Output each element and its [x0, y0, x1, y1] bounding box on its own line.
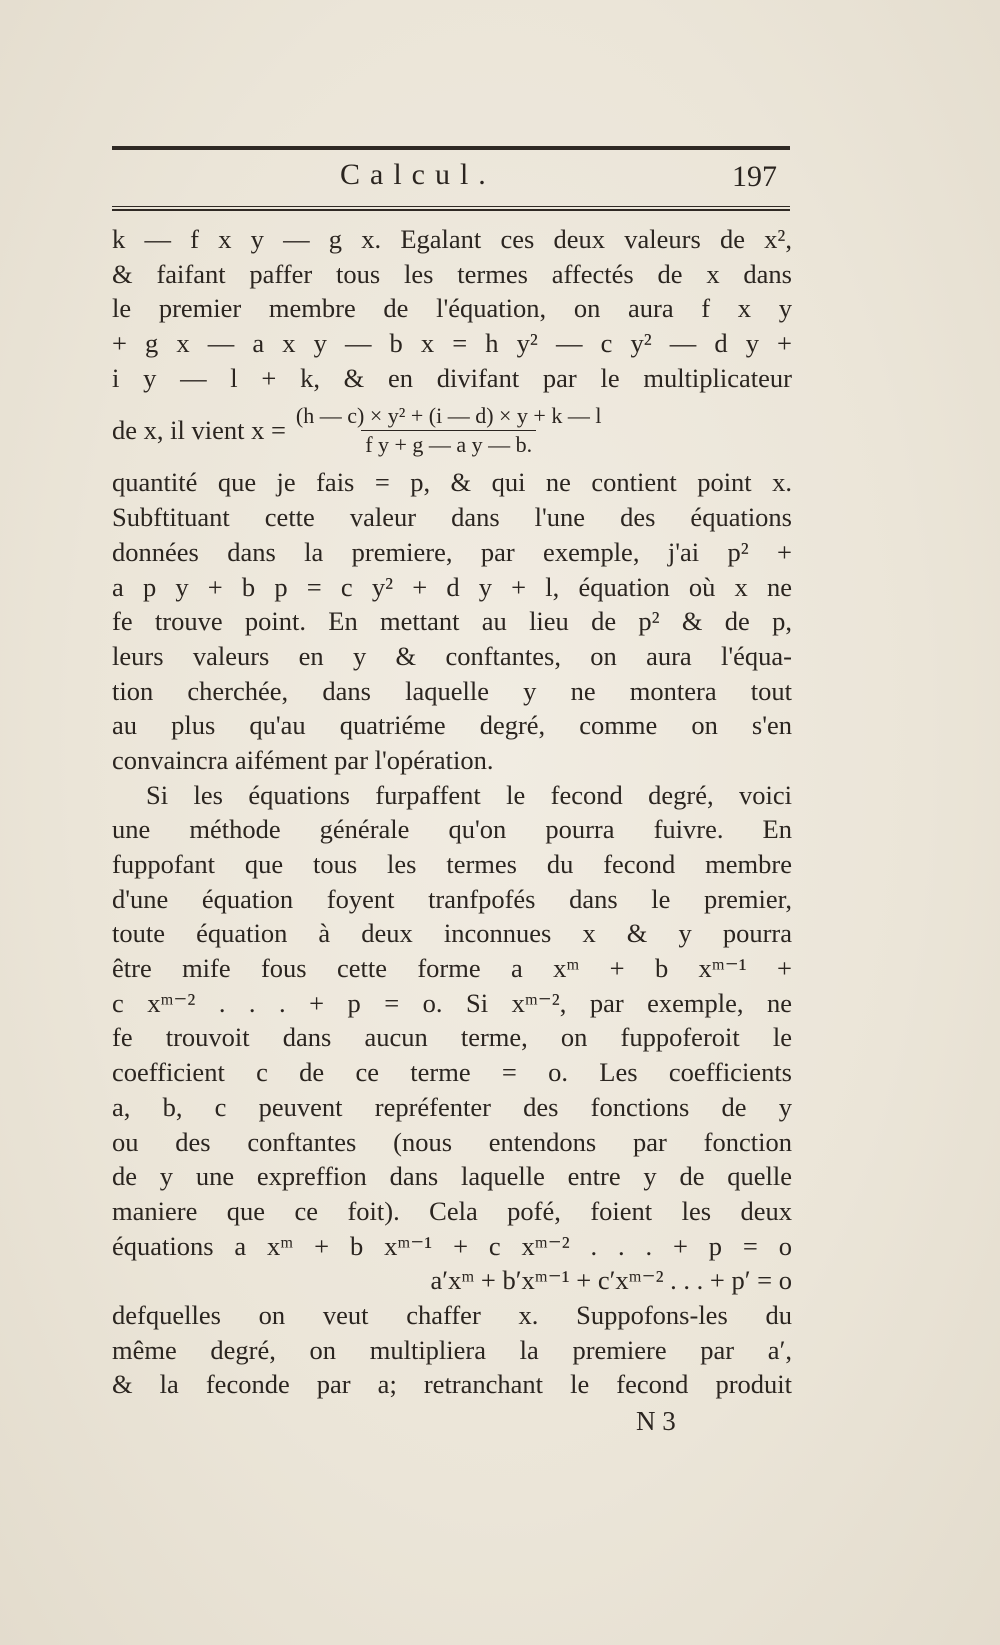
text-line: coefficient c de ce terme = o. Les coefficients — [112, 1057, 792, 1088]
fraction-numerator: (h — c) × y² + (i — d) × y + k — l — [295, 402, 602, 428]
text-line: de y une expreffion dans laquelle entre y de quelle — [112, 1161, 792, 1192]
text-line: même degré, on multipliera la premiere par a′, — [112, 1334, 792, 1365]
text-line: a, b, c peuvent repréfenter des fonctions de y — [112, 1091, 792, 1122]
text-line: d'une équation foyent tranfpofés dans le premier, — [112, 883, 792, 914]
text-line: fe trouvoit dans aucun terme, on fuppoferoit le — [112, 1022, 792, 1053]
text-line: ou des conftantes (nous entendons par fonction — [112, 1126, 792, 1157]
text-line: k — f x y — g x. Egalant ces deux valeurs de x², — [112, 224, 792, 254]
signature-mark: N 3 — [636, 1406, 676, 1436]
page-number: 197 — [732, 160, 777, 193]
text-line: c xᵐ⁻² . . . + p = o. Si xᵐ⁻², par exemple, ne — [112, 987, 792, 1018]
running-head: Calcul. — [340, 158, 496, 191]
text-line: toute équation à deux inconnues x & y pourra — [112, 918, 792, 949]
text-line: a p y + b p = c y² + d y + l, équation où x ne — [112, 571, 792, 602]
fraction-line — [112, 395, 792, 465]
text-line: une méthode générale qu'on pourra fuivre. En — [112, 814, 792, 845]
text-line: le premier membre de l'équation, on aura f x y — [112, 293, 792, 324]
fraction — [292, 402, 606, 459]
header-rule-top — [112, 146, 790, 150]
paragraph-start-line: Si les équations furpaffent le fecond degré, voici — [146, 779, 792, 810]
text-line: & la feconde par a; retranchant le fecond produit — [112, 1369, 792, 1400]
text-line: fe trouve point. En mettant au lieu de p² & de p, — [112, 606, 792, 637]
text-line: être mife fous cette forme a xᵐ + b xᵐ⁻¹ + — [112, 953, 792, 984]
text-line: & faifant paffer tous les termes affectés de x dans — [112, 258, 792, 289]
text-line: maniere que ce foit). Cela pofé, foient les deux — [112, 1195, 792, 1226]
text-line: fuppofant que tous les termes du fecond membre — [112, 849, 792, 879]
text-line: defquelles on veut chaffer x. Suppofons-les du — [112, 1299, 792, 1330]
text-line: au plus qu'au quatriéme degré, comme on s'en — [112, 710, 792, 741]
fraction-denominator: f y + g — a y — b. — [361, 430, 536, 459]
equation-line: équations a xᵐ + b xᵐ⁻¹ + c xᵐ⁻² . . . + p = o — [112, 1230, 792, 1261]
equation-line: a′xᵐ + b′xᵐ⁻¹ + c′xᵐ⁻² . . . + p′ = o — [430, 1265, 792, 1296]
fraction-lead: de x, il vient x = — [112, 415, 286, 446]
text-line: convaincra aifément par l'opération. — [112, 744, 494, 775]
text-line: leurs valeurs en y & conftantes, on aura l'équa- — [112, 640, 792, 671]
text-line: Subftituant cette valeur dans l'une des équations — [112, 502, 792, 533]
text-line: i y — l + k, & en divifant par le multiplicateur — [112, 362, 792, 393]
text-line: données dans la premiere, par exemple, j'ai p² + — [112, 536, 792, 567]
text-line: + g x — a x y — b x = h y² — c y² — d y + — [112, 328, 792, 359]
text-line: quantité que je fais = p, & qui ne contient point x. — [112, 467, 792, 498]
text-line: tion cherchée, dans laquelle y ne montera tout — [112, 675, 792, 706]
header-rule-bottom — [112, 206, 790, 207]
body-text — [112, 222, 792, 1402]
